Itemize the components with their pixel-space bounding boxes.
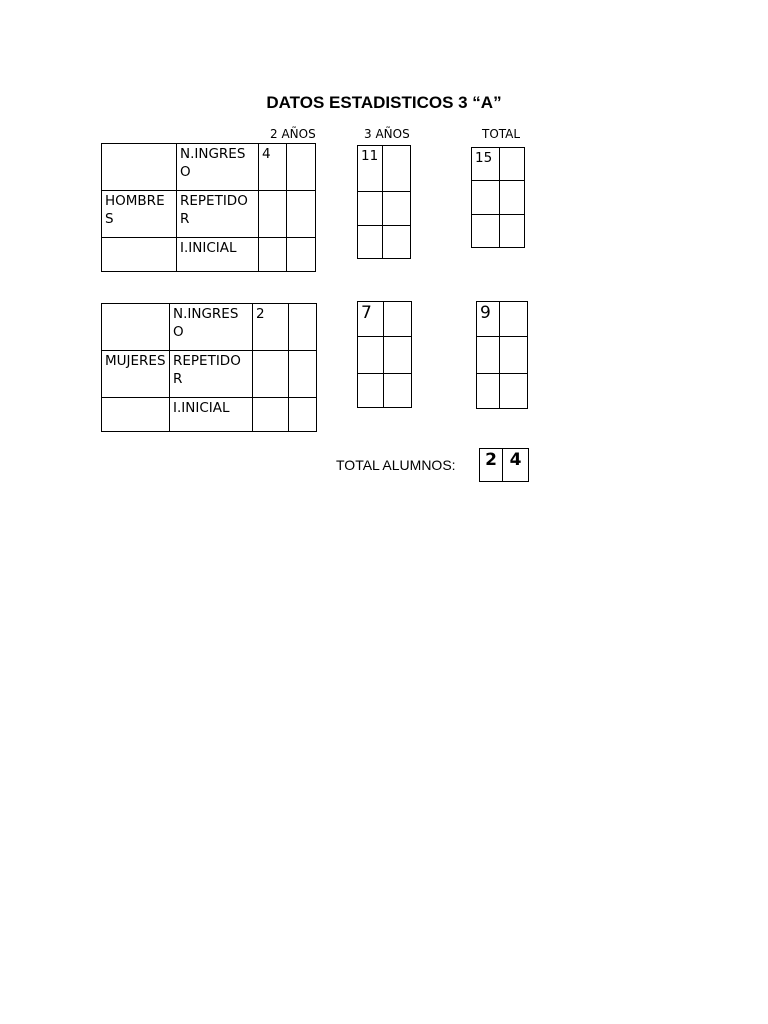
empty-cell — [500, 302, 528, 337]
mujeres-row-repetidor — [102, 351, 317, 398]
mujeres-table — [101, 303, 317, 432]
total-alumnos-box — [479, 448, 529, 482]
mujeres-row-iinicial — [102, 398, 317, 432]
empty-cell — [384, 337, 412, 374]
hombres-row-ningreso — [102, 144, 316, 191]
document-title: DATOS ESTADISTICOS 3 “A” — [266, 93, 502, 112]
hombres-label-cell-bottom — [102, 238, 177, 272]
total-value-cell: 9 — [477, 302, 500, 337]
two-years-value-cell — [259, 191, 287, 238]
category-cell: REPETIDOR — [170, 351, 253, 398]
mujeres-3-anos-table — [357, 301, 412, 408]
hombres-row-iinicial — [102, 238, 316, 272]
category-cell: I.INICIAL — [177, 238, 259, 272]
total-value-cell — [472, 181, 500, 215]
empty-cell — [500, 215, 525, 248]
mujeres-total-table — [476, 301, 528, 409]
empty-cell — [500, 374, 528, 409]
empty-cell — [383, 226, 411, 259]
empty-cell — [289, 304, 317, 351]
hombres-table — [101, 143, 316, 272]
category-cell: N.INGRESO — [170, 304, 253, 351]
total-alumnos-digit-tens: 2 — [480, 449, 503, 482]
hombres-total-table — [471, 147, 525, 248]
total-alumnos-digit-units: 4 — [503, 449, 529, 482]
empty-cell — [383, 192, 411, 226]
column-header-2-anos: 2 AÑOS — [270, 127, 316, 141]
mujeres-label: MUJERES — [102, 351, 170, 398]
total-value-cell — [472, 215, 500, 248]
three-years-value-cell — [358, 192, 383, 226]
total-value-cell — [477, 337, 500, 374]
two-years-value-cell — [259, 238, 287, 272]
three-years-value-cell: 11 — [358, 146, 383, 192]
empty-cell — [287, 144, 316, 191]
two-years-value-cell: 4 — [259, 144, 287, 191]
mujeres-label-cell-top — [102, 304, 170, 351]
category-cell: REPETIDOR — [177, 191, 259, 238]
column-header-total: TOTAL — [482, 127, 521, 141]
hombres-row-repetidor — [102, 191, 316, 238]
empty-cell — [500, 148, 525, 181]
column-header-3-anos: 3 AÑOS — [364, 127, 410, 141]
three-years-value-cell — [358, 374, 384, 408]
empty-cell — [289, 398, 317, 432]
empty-cell — [500, 181, 525, 215]
empty-cell — [384, 302, 412, 337]
empty-cell — [287, 191, 316, 238]
empty-cell — [289, 351, 317, 398]
mujeres-row-ningreso — [102, 304, 317, 351]
three-years-value-cell: 7 — [358, 302, 384, 337]
total-value-cell — [477, 374, 500, 409]
total-value-cell: 15 — [472, 148, 500, 181]
hombres-label: HOMBRES — [102, 191, 177, 238]
empty-cell — [384, 374, 412, 408]
total-alumnos-label: TOTAL ALUMNOS: — [336, 457, 456, 473]
hombres-3-anos-table — [357, 145, 411, 259]
two-years-value-cell — [253, 351, 289, 398]
three-years-value-cell — [358, 226, 383, 259]
empty-cell — [383, 146, 411, 192]
two-years-value-cell: 2 — [253, 304, 289, 351]
category-cell: I.INICIAL — [170, 398, 253, 432]
category-cell: N.INGRESO — [177, 144, 259, 191]
empty-cell — [287, 238, 316, 272]
two-years-value-cell — [253, 398, 289, 432]
three-years-value-cell — [358, 337, 384, 374]
hombres-label-cell-top — [102, 144, 177, 191]
mujeres-label-cell-bottom — [102, 398, 170, 432]
empty-cell — [500, 337, 528, 374]
